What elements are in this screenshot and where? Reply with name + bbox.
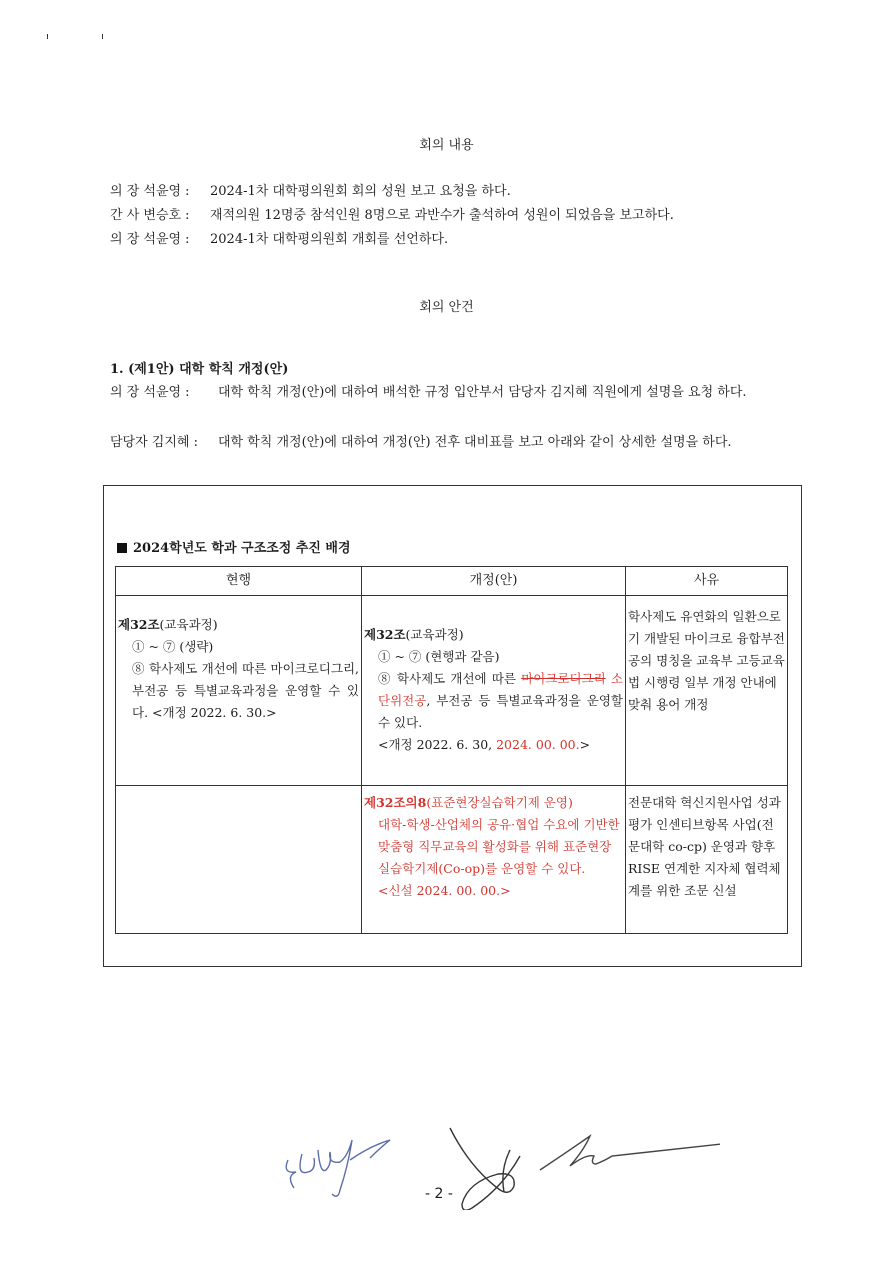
history-text: > xyxy=(579,737,591,752)
cell-current-empty xyxy=(116,786,362,934)
cell-revised xyxy=(362,596,626,786)
table-row xyxy=(116,596,788,786)
opening-line-2 xyxy=(110,204,674,223)
meeting-content-heading: 회의 내용 xyxy=(419,138,474,153)
square-bullet-icon xyxy=(117,543,127,553)
table-row xyxy=(116,786,788,934)
inserted-text: 소단위전공 xyxy=(378,671,623,708)
article-heading xyxy=(118,614,359,636)
signature-1 xyxy=(286,1140,390,1196)
clause-1-7: ① ~ ⑦ (현행과 같음) xyxy=(378,649,500,664)
inserted-date: 2024. 00. 00. xyxy=(496,737,580,752)
reason-text: 전문대학 혁신지원사업 성과평가 인센티브항목 사업(전문대학 co-cp) 운영과 향후 RISE 연계한 지자체 협력체계를 위한 조문 신설 xyxy=(628,795,781,898)
statement: 대학 학칙 개정(안)에 대하여 배석한 규정 입안부서 담당자 김지혜 직원에게 설명을 요청 하다. xyxy=(218,385,747,400)
revision-history: <신설 2024. 00. 00.> xyxy=(378,883,511,898)
comparison-table xyxy=(115,566,788,934)
scan-mark xyxy=(102,34,103,39)
statement: 2024-1차 대학평의원회 회의 성원 보고 요청을 하다. xyxy=(210,184,511,199)
clause-1-7: ① ~ ⑦ (생략) xyxy=(132,639,214,654)
article-title: (교육과정) xyxy=(159,617,218,632)
clause-8: ⑧ 학사제도 개선에 따른 마이크로디그리, 부전공 등 특별교육과정을 운영할 수 있다. <개정 2022. 6. 30.> xyxy=(132,661,359,720)
opening-line-1 xyxy=(110,180,511,199)
agenda-heading: 회의 안건 xyxy=(419,300,474,315)
article-number: 제32조의8 xyxy=(364,795,427,810)
section-title-text: 2024학년도 학과 구조조정 추진 배경 xyxy=(133,541,351,556)
discussion-para-1 xyxy=(110,382,810,404)
clause-8 xyxy=(364,668,623,734)
history-text: <개정 2022. 6. 30, xyxy=(378,737,497,752)
speaker: 의 장 석윤영 : xyxy=(110,232,190,247)
article-heading xyxy=(364,792,623,814)
reason-text: 학사제도 유연화의 일환으로 기 개발된 마이크로 융합부전공의 명칭을 교육부 고등교육법 시행령 일부 개정 안내에 맞춰 용어 개정 xyxy=(628,609,785,712)
signature-2 xyxy=(450,1128,520,1210)
speaker: 간 사 변승호 : xyxy=(110,208,190,223)
article-title: (표준현장실습학기제 운영) xyxy=(426,795,573,810)
cell-current xyxy=(116,596,362,786)
header-current: 현행 xyxy=(116,567,362,596)
deleted-text: 마이크로디그리 xyxy=(521,671,606,686)
opening-line-3 xyxy=(110,228,448,247)
article-heading xyxy=(364,624,623,646)
discussion-para-2 xyxy=(110,432,810,454)
statement: 대학 학칙 개정(안)에 대하여 개정(안) 전후 대비표를 보고 아래와 같이 상세한 설명을 하다. xyxy=(218,435,732,450)
page-number: - 2 - xyxy=(425,1186,453,1202)
cell-revised xyxy=(362,786,626,934)
article-title: (교육과정) xyxy=(405,627,464,642)
header-revised: 개정(안) xyxy=(362,567,626,596)
signature-marks xyxy=(280,1120,720,1210)
header-reason: 사유 xyxy=(626,567,788,596)
article-number: 제32조 xyxy=(118,617,160,632)
section-title xyxy=(117,537,351,556)
table-header-row xyxy=(116,567,788,596)
cell-reason xyxy=(626,596,788,786)
signature-3 xyxy=(540,1136,720,1170)
speaker: 담당자 김지혜 : xyxy=(110,435,198,450)
scan-mark xyxy=(47,34,48,39)
article-body: 대학-학생-산업체의 공유·협업 수요에 기반한 맞춤형 직무교육의 활성화를 위해 표준현장실습학기제(Co-op)를 운영할 수 있다. xyxy=(378,817,620,876)
article-number: 제32조 xyxy=(364,627,406,642)
clause-text: ⑧ 학사제도 개선에 따른 xyxy=(378,671,522,686)
statement: 재적의원 12명중 참석인원 8명으로 과반수가 출석하여 성원이 되었음을 보고하다. xyxy=(210,208,674,223)
statement: 2024-1차 대학평의원회 개회를 선언하다. xyxy=(210,232,449,247)
speaker: 의 장 석윤영 : xyxy=(110,385,190,400)
agenda-item-title: 1. (제1안) 대학 학칙 개정(안) xyxy=(110,362,289,377)
speaker: 의 장 석윤영 : xyxy=(110,184,190,199)
cell-reason xyxy=(626,786,788,934)
clause-text: , 부전공 등 특별교육과정을 운영할 수 있다. xyxy=(378,693,623,730)
revision-history xyxy=(364,734,623,756)
